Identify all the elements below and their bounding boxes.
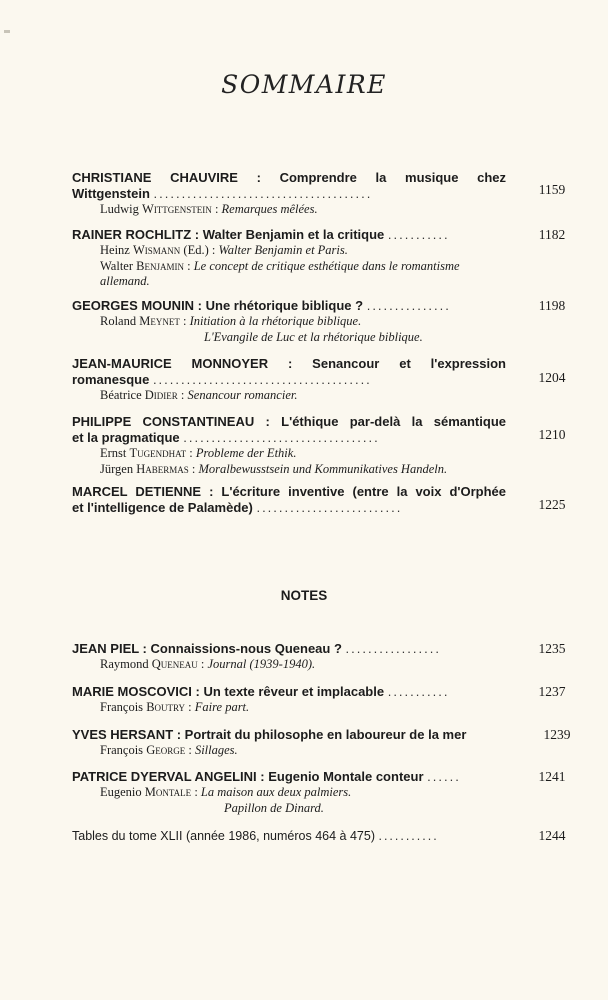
dot-leader: ..........................	[256, 500, 403, 515]
page-title: SOMMAIRE	[221, 70, 387, 99]
toc-entry[interactable]	[72, 414, 506, 477]
entry-heading: PHILIPPE CONSTANTINEAU : L'éthique par-delà la sémantique	[72, 414, 506, 429]
entry-heading: JEAN-MAURICE MONNOYER : Senancour et l'expression	[72, 356, 506, 371]
entry-heading: JEAN PIEL : Connaissions-nous Queneau ? .................	[72, 641, 441, 656]
page-number: 1239	[543, 727, 571, 742]
page-number: 1210	[538, 427, 566, 442]
page-number: 1198	[538, 298, 566, 313]
entry-heading: RAINER ROCHLITZ : Walter Benjamin et la critique ...........	[72, 227, 450, 242]
toc-entry[interactable]	[72, 298, 506, 345]
reviewed-work: Eugenio Montale : La maison aux deux palmiers.	[100, 785, 352, 799]
entry-heading-cont: et la pragmatique ...................................	[72, 430, 380, 445]
toc-entry[interactable]	[72, 227, 506, 290]
entry-heading: MARIE MOSCOVICI : Un texte rêveur et implacable ...........	[72, 684, 450, 699]
dot-leader: ......	[427, 769, 461, 784]
dot-leader: ...................................	[183, 430, 380, 445]
entry-heading-cont: et l'intelligence de Palamède) ..........................	[72, 500, 403, 515]
reviewed-work: Jürgen Habermas : Moralbewusstsein und Kommunikatives Handeln.	[100, 461, 448, 476]
dot-leader: ...........	[387, 684, 450, 699]
reviewed-work: Ernst Tugendhat : Probleme der Ethik.	[100, 446, 297, 460]
entry-heading-cont: Wittgenstein .......................................	[72, 186, 373, 201]
reviewed-work: Raymond Queneau : Journal (1939-1940).	[100, 657, 316, 671]
toc-entry[interactable]	[72, 641, 506, 673]
dot-leader: .......................................	[152, 372, 372, 387]
page-number: 1241	[538, 769, 566, 784]
tables-entry[interactable]: Tables du tome XLII (année 1986, numéros 464 à 475) ...........	[72, 829, 439, 843]
entry-heading: GEORGES MOUNIN : Une rhétorique biblique ? ...............	[72, 298, 451, 313]
reviewed-work: François Boutry : Faire part.	[100, 700, 250, 714]
entry-heading: YVES HERSANT : Portrait du philosophe en laboureur de la mer	[72, 727, 467, 742]
reviewed-work: Walter Benjamin : Le concept de critique esthétique dans le romantisme	[100, 258, 460, 273]
toc-entry[interactable]	[72, 727, 506, 759]
reviewed-work: Ludwig Wittgenstein : Remarques mêlées.	[100, 202, 318, 216]
page-number: 1225	[538, 497, 566, 512]
notes-heading: NOTES	[280, 588, 328, 603]
reviewed-work: Roland Meynet : Initiation à la rhétorique biblique.	[100, 314, 362, 328]
entry-heading-cont: romanesque .......................................	[72, 372, 372, 387]
reviewed-work-cont: L'Evangile de Luc et la rhétorique biblique.	[204, 329, 423, 344]
reviewed-work: Heinz Wismann (Ed.) : Walter Benjamin et Paris.	[100, 243, 348, 257]
entry-heading: CHRISTIANE CHAUVIRE : Comprendre la musique chez	[72, 170, 506, 185]
dot-leader: .................	[345, 641, 441, 656]
toc-entry[interactable]	[72, 170, 506, 218]
page-number: 1182	[538, 227, 566, 242]
page-number: 1204	[538, 370, 566, 385]
toc-entry[interactable]	[72, 769, 506, 816]
dot-leader: ...........	[378, 829, 439, 843]
reviewed-work: Béatrice Didier : Senancour romancier.	[100, 388, 298, 402]
reviewed-work: François George : Sillages.	[100, 743, 238, 757]
paper-speck	[4, 30, 10, 33]
page-number: 1237	[538, 684, 566, 699]
reviewed-work-cont: Papillon de Dinard.	[224, 800, 324, 815]
page-number: 1244	[538, 828, 566, 843]
dot-leader: .......................................	[153, 186, 373, 201]
entry-heading: MARCEL DETIENNE : L'écriture inventive (entre la voix d'Orphée	[72, 484, 506, 499]
dot-leader: ...............	[366, 298, 451, 313]
page-number: 1235	[538, 641, 566, 656]
toc-entry[interactable]	[72, 484, 506, 516]
toc-entry[interactable]	[72, 684, 506, 716]
reviewed-work-cont: allemand.	[100, 274, 150, 288]
toc-entry[interactable]	[72, 356, 506, 404]
dot-leader: ...........	[387, 227, 450, 242]
entry-heading: PATRICE DYERVAL ANGELINI : Eugenio Montale conteur ......	[72, 769, 461, 784]
page-number: 1159	[538, 182, 566, 197]
